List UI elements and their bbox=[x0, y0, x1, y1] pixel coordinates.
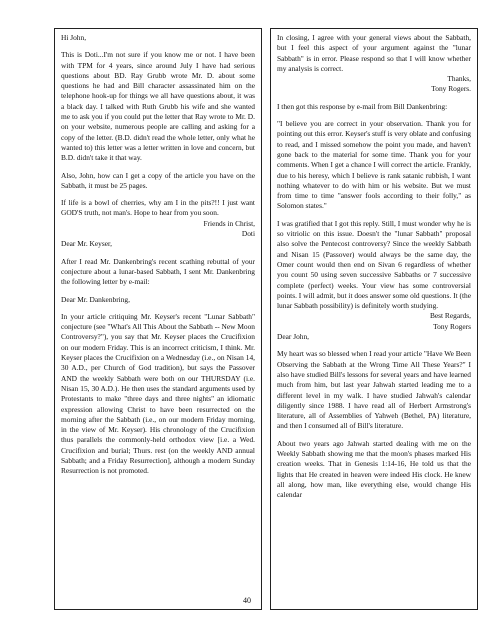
left-column bbox=[54, 28, 262, 610]
signature: Tony Rogers bbox=[433, 321, 471, 331]
paragraph: This is Doti...I'm not sure if you know me or not. I have been with TPM for 4 years, since around July I have had serious questions about BD. Ray Grubb wrote Mr. D. about some questions he had and Bill character assassinated him on the telephone hook-up for things we all have questions about, it was a black day. I talked with Ruth Grubb his wife and she wanted me to ask you if you could put the letter that Ray wrote to Mr. D. on your website, numerous people are calling and asking for a copy of the letter. (B.D. didn't read the whole letter, only what he wanted to) this letter was a letter written in love and concern, but B.D. didn't take it that way. bbox=[61, 50, 255, 163]
paragraph: In your article critiquing Mr. Keyser's recent "Lunar Sabbath" conjecture (see "What's All This About the Sabbath -- New Moon Controversy?"), you say that Mr. Keyser places the Crucifixion on our modern Friday. This is an incorrect criticism, I think. Mr. Keyser places the Crucifixion on a Wednesday (i.e., on Nisan 14, 30 A.D., per Church of God tradition), but says the Passover AND the weekly Sabbath were both on our THURSDAY (i.e. Nisan 15, 30 A.D.). He then uses the standard arguments used by Protestants to make "three days and three nights" an idiomatic expression allowing Christ to have been resurrected on the morning after the Sabbath (i.e., on our modern Friday morning, in the view of Mr. Keyser). His chronology of the Crucifixion thus parallels the commonly-held orthodox view [i.e. a Wed. Crucifixion and burial; Thurs. rest (on the weekly AND annual Sabbath; and a Friday Resurrection], although a modern Sunday Resurrection is not promoted. bbox=[61, 311, 255, 476]
paragraph: If life is a bowl of cherries, why am I in the pits?!! I just want GOD'S truth, not man's. Hope to hear from you soon. bbox=[61, 198, 255, 218]
paragraph: Hi John, bbox=[61, 33, 87, 42]
signoff: Friends in Christ, bbox=[203, 218, 255, 228]
paragraph: I then got this response by e-mail from Bill Dankenbring: bbox=[277, 101, 448, 111]
paragraph: My heart was so blessed when I read your article "Have We Been Observing the Sabbath at the Wrong Time All These Years?" I also have studied Bill's lessons for several years and have learned much from him, but last year Jahwah started leading me to a different level in my walk. I have studied Jahwah's calendar diligently since 1988. I have read all of Herbert Armstrong's literature, all of Assemblies of Yahweh (Bethel, PA) literature, and then I consumed all of Bill's literature. bbox=[277, 349, 471, 431]
page-number: 40 bbox=[243, 596, 251, 605]
paragraph: "I believe you are correct in your observation. Thank you for pointing out this error. Keyser's stuff is very oblate and confusing to read, and I missed somehow the point you made, and haven't gone back to the material for some time. Thank you for your comments. When I get a chance I will correct the article. Frankly, due to his heresy, which I believe is rank satanic rubbish, I want nothing whatever to do with him or his website. But we must from time to time "answer fools according to their folly," as Solomon states." bbox=[277, 119, 471, 211]
salutation: Dear Mr. Keyser, bbox=[61, 239, 113, 249]
paragraph: After I read Mr. Dankenbring's recent scathing rebuttal of your conjecture about a lunar-based Sabbath, I sent Mr. Dankenbring the following letter by e-mail: bbox=[61, 256, 255, 287]
signoff: Best Regards, bbox=[429, 311, 471, 321]
signoff: Thanks, bbox=[447, 74, 471, 84]
salutation: Dear Mr. Dankenbring, bbox=[61, 294, 130, 304]
signature: Doti bbox=[241, 229, 255, 239]
right-column bbox=[270, 28, 478, 610]
salutation: Dear John, bbox=[277, 332, 310, 342]
paragraph: I was gratified that I got this reply. Still, I must wonder why he is so vitriolic on this issue. Doesn't the "lunar Sabbath" proposal also solve the Pentecost controversy? Since the weekly Sabbath and Nisan 15 (Passover) would always be the same day, the Omer count would then end on Sivan 6 regardless of whether you count 50 using seven successive Sabbaths or 7 successive complete (perfect) weeks. Your view has some controversial points. I will admit, but it does answer some old questions. It (the lunar Sabbath possibility) is definitely worth studying. bbox=[277, 218, 471, 311]
paragraph: Also, John, how can I get a copy of the article you have on the Sabbath, it must be 25 pages. bbox=[61, 170, 255, 190]
signature: Tony Rogers. bbox=[431, 84, 471, 94]
paragraph: About two years ago Jahwah started dealing with me on the Weekly Sabbath showing me that the moon's phases marked His creation weeks. That in Genesis 1:14-16, He told us that the lights that He created in heaven were indeed His clock. He knew all along, how man, like everything else, would change His calendar bbox=[277, 438, 471, 500]
paragraph: In closing, I agree with your general views about the Sabbath, but I feel this aspect of your argument against the "lunar Sabbath" is in error. Please respond so that I will know whether my analysis is correct. bbox=[277, 33, 471, 73]
